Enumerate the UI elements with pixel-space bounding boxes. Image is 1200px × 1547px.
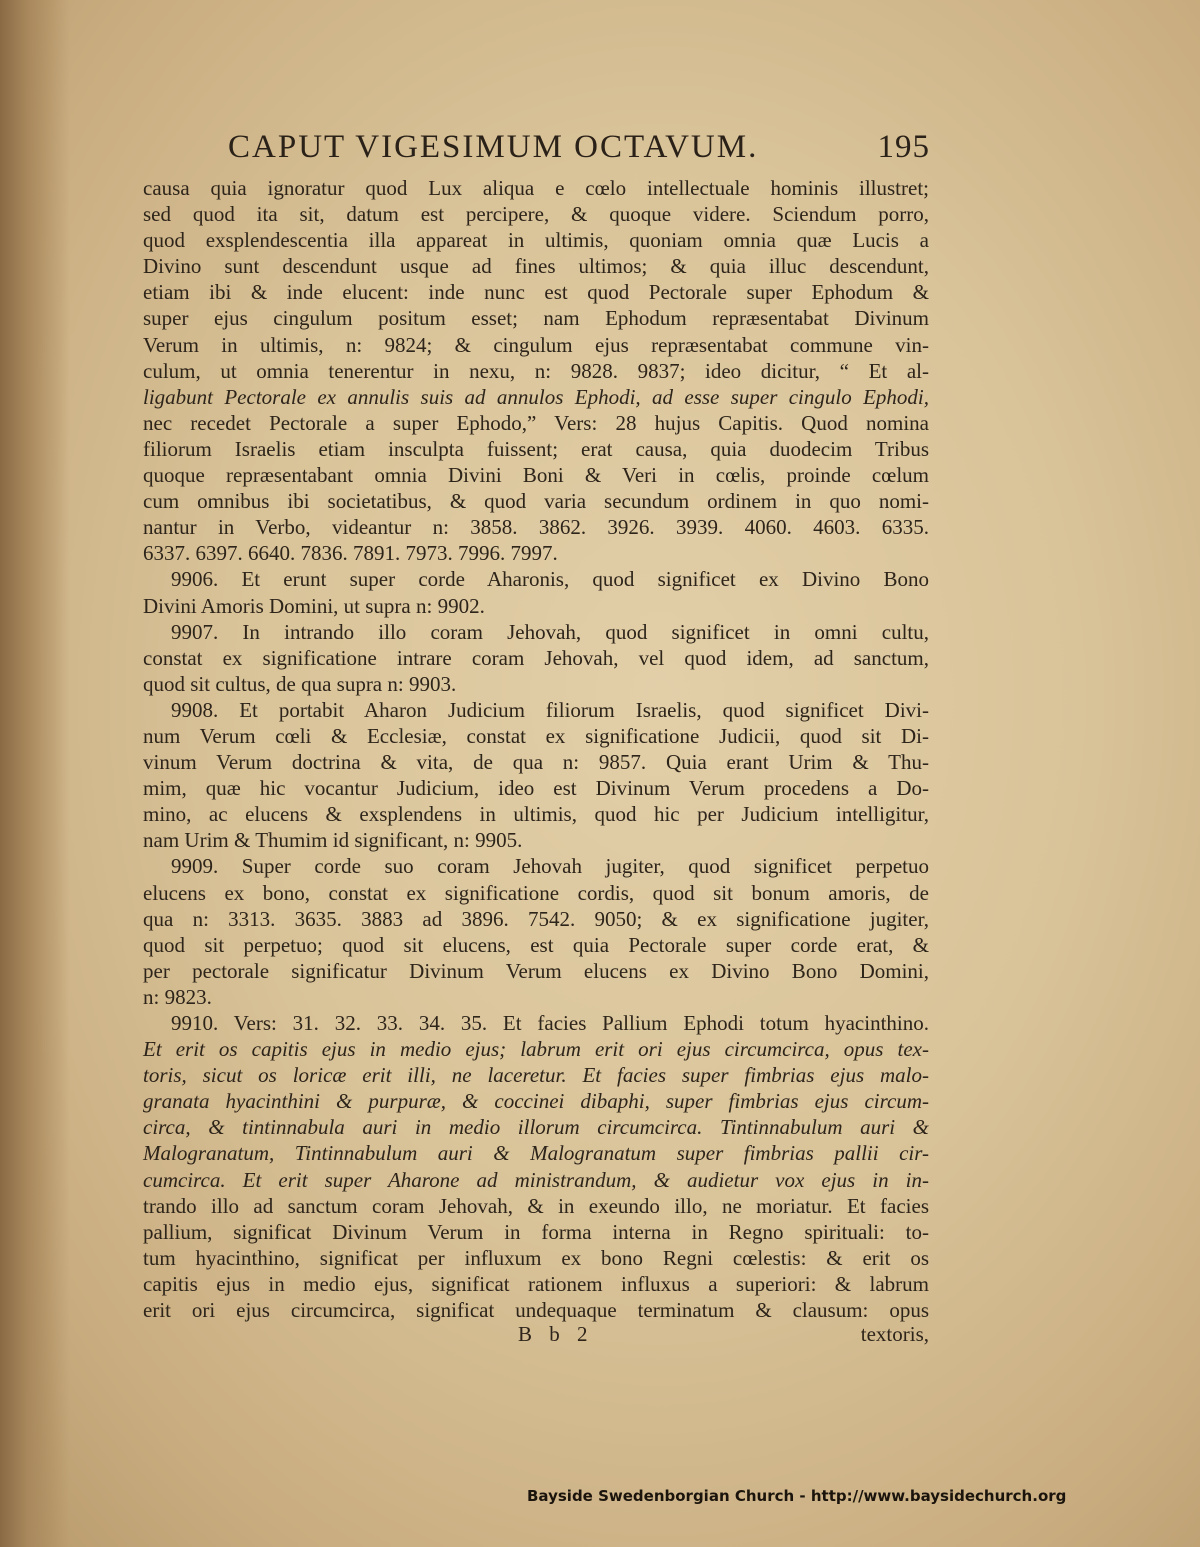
text-line: Divini Amoris Domini, ut supra n: 9902.: [143, 593, 485, 618]
text-line: n: 9823.: [143, 984, 212, 1009]
text-line: cumcirca. Et erit super Aharone ad ministrandum, & audietur vox ejus in in-: [143, 1167, 929, 1192]
text-line: capitis ejus in medio ejus, significat rationem influxus a superiori: & labrum: [143, 1271, 929, 1296]
text-line: culum, ut omnia tenerentur in nexu, n: 9828. 9837; ideo dicitur, “ Et al-: [143, 358, 929, 383]
page-footer: [143, 1322, 929, 1350]
paragraph-9906-line: 9906. Et erunt super corde Aharonis, quod significet ex Divino Bono: [171, 567, 929, 592]
text-line: granata hyacinthini & purpuræ, & coccinei dibaphi, super fimbrias ejus circum-: [143, 1089, 929, 1114]
text-line: tum hyacinthino, significat per influxum ex bono Regni cœlestis: & erit os: [143, 1245, 929, 1270]
text-line: Verum in ultimis, n: 9824; & cingulum ejus repræsentabat commune vin-: [143, 332, 929, 357]
source-credit: Bayside Swedenborgian Church - http://www.baysidechurch.org: [527, 1487, 1067, 1505]
text-line: trando illo ad sanctum coram Jehovah, & in exeundo illo, ne moriatur. Et facies: [143, 1193, 929, 1218]
chapter-title: CAPUT VIGESIMUM OCTAVUM.: [228, 129, 759, 165]
text-line: qua n: 3313. 3635. 3883 ad 3896. 7542. 9050; & ex significatione jugiter,: [143, 906, 929, 931]
text-line: num Verum cœli & Ecclesiæ, constat ex significatione Judicii, quod sit Di-: [143, 723, 929, 748]
text-line: circa, & tintinnabula auri in medio illorum circumcirca. Tintinnabulum auri &: [143, 1115, 929, 1140]
paragraph-9908-line: 9908. Et portabit Aharon Judicium filiorum Israelis, quod significet Divi-: [171, 697, 929, 722]
text-line: Malogranatum, Tintinnabulum auri & Malogranatum super fimbrias pallii cir-: [143, 1141, 929, 1166]
running-header: [140, 125, 930, 173]
text-line: constat ex significatione intrare coram Jehovah, vel quod idem, ad sanctum,: [143, 645, 929, 670]
text-line: toris, sicut os loricæ erit illi, ne laceretur. Et facies super fimbrias ejus malo-: [143, 1063, 929, 1088]
text-line: ligabunt Pectorale ex annulis suis ad annulos Ephodi, ad esse super cingulo Ephodi,: [143, 384, 929, 409]
text-line: quod sit cultus, de qua supra n: 9903.: [143, 671, 457, 696]
text-line: quod exsplendescentia illa appareat in ultimis, quoniam omnia quæ Lucis a: [143, 228, 929, 253]
text-line: nantur in Verbo, videantur n: 3858. 3862. 3926. 3939. 4060. 4603. 6335.: [143, 515, 929, 540]
catchword: textoris,: [860, 1322, 929, 1346]
text-line: Et erit os capitis ejus in medio ejus; labrum erit ori ejus circumcirca, opus tex-: [143, 1037, 929, 1062]
text-line: causa quia ignoratur quod Lux aliqua e cœlo intellectuale hominis illustret;: [143, 176, 929, 200]
text-line: per pectorale significatur Divinum Verum elucens ex Divino Bono Domini,: [143, 958, 929, 983]
text-line: mim, quæ hic vocantur Judicium, ideo est Divinum Verum procedens a Do-: [143, 776, 929, 801]
paragraph-9909-line: 9909. Super corde suo coram Jehovah jugiter, quod significet perpetuo: [171, 854, 929, 879]
text-line: elucens ex bono, constat ex significatione cordis, quod sit bonum amoris, de: [143, 880, 929, 905]
text-line: super ejus cingulum positum esset; nam Ephodum repræsentabat Divinum: [143, 306, 929, 331]
text-line: mino, ac elucens & exsplendens in ultimis, quod hic per Judicium intelligitur,: [143, 802, 929, 827]
text-line: cum omnibus ibi societatibus, & quod varia secundum ordinem in quo nomi-: [143, 489, 929, 514]
text-line: nec recedet Pectorale a super Ephodo,” Vers: 28 hujus Capitis. Quod nomina: [143, 410, 929, 435]
paragraph-9907-line: 9907. In intrando illo coram Jehovah, quod significet in omni cultu,: [171, 619, 929, 644]
text-line: 6337. 6397. 6640. 7836. 7891. 7973. 7996. 7997.: [143, 541, 558, 566]
page-body: [143, 175, 929, 1323]
text-line: Divino sunt descendunt usque ad fines ultimos; & quia illuc descendunt,: [143, 254, 929, 279]
text-line: vinum Verum doctrina & vita, de qua n: 9857. Quia erant Urim & Thu-: [143, 750, 929, 775]
text-line: pallium, significat Divinum Verum in forma interna in Regno spirituali: to-: [143, 1219, 929, 1244]
text-line: quod sit perpetuo; quod sit elucens, est quia Pectorale super corde erat, &: [143, 932, 929, 957]
text-line: erit ori ejus circumcirca, significat undequaque terminatum & clausum: opus: [143, 1298, 929, 1323]
text-line: quoque repræsentabant omnia Divini Boni & Veri in cœlis, proinde cœlum: [143, 463, 929, 488]
text-line: nam Urim & Thumim id significant, n: 9905.: [143, 828, 523, 853]
book-gutter: [0, 0, 70, 1547]
text-line: sed quod ita sit, datum est percipere, & quoque videre. Sciendum porro,: [143, 202, 929, 227]
signature-mark: B b 2: [518, 1322, 594, 1346]
text-line: etiam ibi & inde elucent: inde nunc est quod Pectorale super Ephodum &: [143, 280, 929, 305]
paragraph-9910-line: 9910. Vers: 31. 32. 33. 34. 35. Et facies Pallium Ephodi totum hyacinthino.: [171, 1011, 929, 1035]
page-number: 195: [877, 129, 930, 165]
text-line: filiorum Israelis etiam insculpta fuissent; erat causa, quia duodecim Tribus: [143, 436, 929, 461]
